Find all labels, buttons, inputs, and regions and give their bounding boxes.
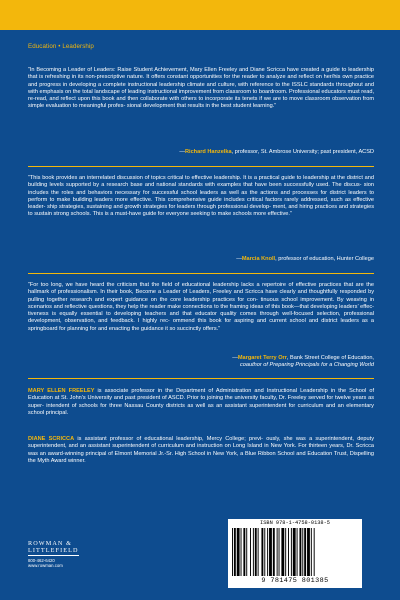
bio-line: of ASCD. Prior to joining the university faculty, Dr. Freeley served for twelve years as super- — [28, 395, 375, 409]
quote-line: Become a Leader of Leaders, Freeley and Scricca have clearly and thoughtfully responded — [135, 289, 367, 296]
barcode-bar — [288, 528, 289, 576]
publisher-url: www.rowman.com — [28, 563, 63, 568]
barcode-bar — [267, 528, 268, 576]
bio-line: for curriculum and an elementary school principal. — [28, 402, 374, 416]
quote-line: ship strategies, sustaining and growth strategies for leaders through professional develop- — [47, 204, 271, 211]
quote-line: well-focused selection, professional development, observation, and feedback. I highly rec- — [28, 311, 374, 325]
reviewer-book: coauthor of Preparing Principals for a Changing World — [239, 362, 374, 368]
divider — [28, 273, 374, 274]
praise-quote-2 — [28, 175, 374, 219]
quote-line: Scricca have created a guide to leadership that is refreshing in its non-prescriptive nature. It — [28, 67, 374, 81]
reviewer-title: , professor of education, Hunter College — [275, 256, 374, 262]
bio-line: award-winning principal of Elmont Memorial Jr.-Sr. High School in New York, a Blue Ribbon — [47, 450, 276, 457]
divider — [28, 378, 374, 379]
barcode-bar — [279, 528, 280, 576]
quote-line: read, re-read, and reflect upon this book and then collaborate with others to incorporate its — [28, 88, 375, 103]
quote-line: a practical guide to leadership at the district and building levels supported by a research — [28, 175, 374, 189]
barcode-bar — [281, 528, 284, 576]
author-name: DIANE SCRICCA — [28, 436, 75, 442]
barcode-bar — [246, 528, 247, 576]
quote-line: by pulling together research and expert guidance on the core leadership practices for con- — [28, 289, 374, 303]
isbn-label: ISBN 978-1-4758-0138-5 — [260, 520, 330, 526]
barcode-bar — [299, 528, 301, 576]
praise-quote-1 — [28, 67, 374, 111]
barcode-bar — [291, 528, 292, 576]
bio-line: intendent of schools for three Nassau County districts as well as an assistant superintendent — [46, 402, 287, 409]
quote-line: ommend this book for aspiring and current school and district leaders as a springboard for — [28, 318, 374, 332]
barcode-bar — [311, 528, 312, 576]
barcode-bar — [258, 528, 259, 576]
praise-attribution-3: —Margaret Terry Orr, Bank Street College of Education, — [232, 355, 374, 361]
quote-line: offers constant opportunities for the reader to analyze and reflect on her/his own practice — [151, 74, 374, 81]
bio-line: Instructional Leadership in the School of Education at St. John’s University and past president — [28, 388, 374, 402]
praise-quote-3 — [28, 282, 374, 333]
barcode-bar — [277, 528, 278, 576]
author-bio-1 — [28, 388, 374, 417]
quote-line: for everyone seeking to make schools more effective.” — [157, 211, 292, 218]
quote-line: tenets if we are to move classroom observation from simple evaluation to meaningful profes- — [28, 96, 374, 110]
barcode-bar — [304, 528, 306, 576]
quote-line: a repertoire of effective practices that are the hallmark of professionalism. In their book, — [28, 282, 375, 296]
publisher-logo — [28, 540, 79, 568]
bio-line: curriculum and instruction on Long Island in New York. For thirteen years, Dr. Scricca was an — [28, 443, 375, 457]
quote-line: sion includes the roles and behaviors necessary for successful school leaders as well as the — [28, 182, 374, 196]
barcode-bar — [273, 528, 275, 576]
quote-line: “This book provides an interrelated discussion of topics critical to effective leadership. It is — [28, 175, 253, 181]
quote-line: actions and processes for district leaders to perform to make building leaders more effective. — [28, 189, 374, 203]
quote-line: base and national standards with examples that have been successfully used. The discus- — [130, 182, 362, 189]
barcode-bar — [314, 528, 315, 576]
barcode-number: 9 781475 801385 — [261, 577, 329, 585]
publisher-name-line1: ROWMAN & — [28, 540, 73, 547]
reviewer-name: Margaret Terry Orr — [237, 355, 287, 361]
barcode-bar — [241, 528, 242, 576]
quote-line: ment, and hiring practices and strategies to sustain strong schools. This is a must-have guide — [28, 204, 375, 218]
praise-attribution-1: —Richard Hanzelka, professor, St. Ambrose University; past president, ACSD — [179, 149, 374, 155]
barcode-bar — [253, 528, 254, 576]
quote-line: This comprehensive guide includes critical factors rarely addressed, such as effective leader- — [28, 196, 374, 211]
reviewer-title: , Bank Street College of Education, — [286, 355, 374, 361]
reviewer-name: Richard Hanzelka — [184, 149, 232, 155]
barcode-bar — [243, 528, 245, 576]
praise-attribution-2: —Marcia Knoll, professor of education, Hunter College — [236, 256, 374, 262]
barcode-bar — [261, 528, 263, 576]
barcode-bar — [297, 528, 298, 576]
barcode-bar — [264, 528, 265, 576]
barcode-bar — [307, 528, 310, 576]
barcode-bar — [234, 528, 236, 576]
quote-line: sional development that results in the best student learning.” — [126, 103, 277, 110]
barcode-bar — [302, 528, 303, 576]
quote-line: and progress in developing a complete instructional leadership climate and culture, with — [28, 81, 248, 88]
quote-line: planning for and enacting the guidance it so succinctly offers.” — [67, 325, 221, 332]
quote-line: “For too long, we have heard the criticism that the field of educational leadership lacks — [28, 282, 254, 288]
quote-line: reference to the ISSLC standards throughout and with emphasis on the total landscape of — [28, 81, 375, 95]
quote-line: tiveness is equally essential to developing teachers and that educator quality comes through — [28, 311, 279, 318]
quote-line: tinuous school improvement. By weaving in scenarios and reflective questions, they help the — [28, 296, 374, 310]
barcode-bar — [269, 528, 272, 576]
barcode-bar — [237, 528, 240, 576]
barcode-bar — [250, 528, 251, 576]
barcode-bar — [293, 528, 296, 576]
bio-line: is assistant professor of educational leadership, Mercy College; previ- — [74, 436, 263, 442]
reviewer-title: , professor, St. Ambrose University; past president, ACSD — [231, 149, 374, 155]
barcode-bar — [232, 528, 233, 576]
publisher-phone: 800-462-6420 — [28, 558, 55, 563]
bio-line: ously, she was a superintendent, deputy superintendent, and an assistant superintendent of — [28, 436, 374, 450]
divider — [28, 166, 374, 167]
publisher-name-line2: LITTLEFIELD — [28, 547, 79, 554]
category-label: Education • Leadership — [28, 43, 94, 50]
praise-attribution-3-book — [240, 362, 374, 369]
bio-line: School and Education Trust, Dispelling the Myth Award winner. — [28, 450, 374, 464]
bio-line: is associate professor in the Department of Administration and — [94, 388, 264, 394]
quote-line: reader make connections to the framing ideas of this book—that developing leaders’ effec- — [149, 303, 375, 310]
top-accent-band — [0, 0, 400, 30]
author-name: MARY ELLEN FREELEY — [28, 388, 95, 394]
barcode-bar — [255, 528, 257, 576]
author-bio-2 — [28, 436, 374, 465]
quote-line: leading instructional improvement from classroom to boardroom. Professional educators must — [127, 88, 360, 95]
reviewer-name: Marcia Knoll — [241, 256, 276, 262]
barcode-box — [228, 519, 362, 588]
barcode-icon — [232, 528, 358, 576]
barcode-bar — [285, 528, 286, 576]
quote-line: “In Becoming a Leader of Leaders: Raise Student Achievement, Mary Ellen Freeley and Diane — [28, 67, 265, 73]
